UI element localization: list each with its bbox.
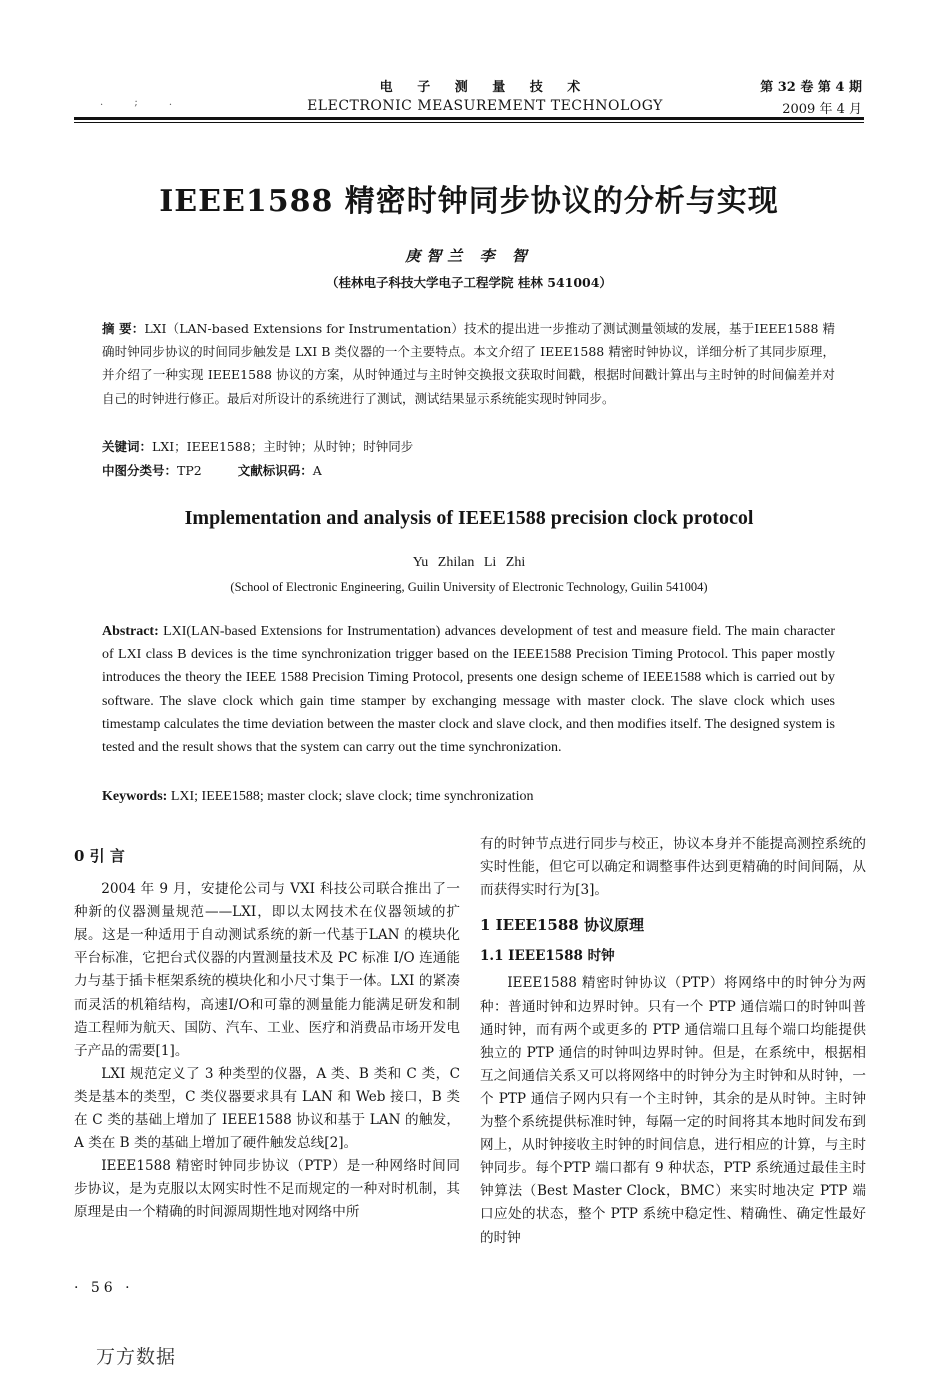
- authors-cn: 庚智兰 李 智: [405, 247, 533, 265]
- paragraph: LXI 规范定义了 3 种类型的仪器，A 类、B 类和 C 类，C 类是基本的类型，C 类仪器要求具有 LAN 和 Web 接口，B 类在 C 类的基础上增加了 IEEE1588 协议和基于 LAN 的触发，A 类在 B 类的基础上增加了硬件触发总线[2]。: [74, 1065, 460, 1152]
- subsection-heading-clock: 1.1 IEEE1588 时钟: [480, 948, 615, 965]
- header-rule-thin: [74, 122, 864, 123]
- classification-label: 中图分类号：: [102, 463, 178, 478]
- abstract-cn: [102, 317, 835, 410]
- abstract-en: [102, 620, 835, 759]
- affiliation-cn: （桂林电子科技大学电子工程学院 桂林 541004）: [326, 275, 612, 290]
- journal-date: 2009 年 4 月: [782, 102, 862, 117]
- doc-code-value: A: [312, 463, 322, 478]
- classification-value: TP2: [177, 463, 202, 478]
- paper-title-cn: IEEE1588 精密时钟同步协议的分析与实现: [159, 184, 779, 219]
- abstract-cn-label: 摘 要：: [102, 321, 145, 336]
- abstract-en-text: LXI(LAN-based Extensions for Instrumentation) advances development of test and measure field. The main character of LXI class B devices is the time synchronization trigger based on the IEEE1588 Precision Timing Protocol. This paper mostly introduces the theory the IEEE 1588 Precision Timing Protocol, presents one design scheme of IEEE1588 which is carried out by software. The slave clock which gain time stamper by exchanging message with master clock. The slave clock which uses timestamp calculates the time deviation between the master clock and slave clock, and then modifies itself. The designed system is tested and the result shows that the system can carry out the time synchronization.: [102, 624, 836, 756]
- page-number: · 56 ·: [74, 1280, 134, 1296]
- paragraph: IEEE1588 精密时钟协议（PTP）将网络中的时钟分为两种：普通时钟和边界时钟。只有一个 PTP 通信端口的时钟叫普通时钟，而有两个或更多的 PTP 通信端口且每个端口均能提供独立的 PTP 通信的时钟叫边界时钟。但是，在系统中，根据相互之间通信关系又可以将网络中的时钟分为主时钟和从时钟，一个 PTP 通信子网内只有一个主时钟，其余的是从时钟。主时钟为整个系统提供标准时钟，每隔一定的时间将其本地时间发布到网上，从时钟接收主时钟的时间信息，进行相应的计算，与主时钟同步。每个PTP 端口都有 9 种状态，PTP 系统通过最佳主时钟算法（Best Master Clock，BMC）来实时地决定 PTP 端口应处的状态，整个 PTP 系统中稳定性、精确性、确定性最好的时钟: [480, 975, 866, 1246]
- abstract-en-label: Abstract:: [102, 624, 159, 639]
- right-column: [480, 833, 866, 1250]
- journal-name-en: ELECTRONIC MEASUREMENT TECHNOLOGY: [307, 98, 663, 114]
- header-rule-thick: [74, 117, 864, 120]
- paragraph: 2004 年 9 月，安捷伦公司与 VXI 科技公司联合推出了一种新的仪器测量规范——LXI，即以太网技术在仪器领域的扩展。这是一种适用于自动测试系统的新一代基于LAN 的模块化平台标准，它把台式仪器的内置测量技术及 PC 标准 I/O 连通能力与基于插卡框架系统的模块化和小尺寸集于一体。LXI 的紧凑而灵活的机箱结构，高速I/O和可靠的测量能力能满足研发和制造工程师为航天、国防、汽车、工业、医疗和消费品市场开发电子产品的需要[1]。: [74, 881, 460, 1059]
- keywords-en: [102, 785, 835, 808]
- paper-title-en: Implementation and analysis of IEEE1588 precision clock protocol: [184, 507, 754, 529]
- keywords-en-label: Keywords:: [102, 789, 168, 804]
- header-margin-marks: . ; .: [100, 97, 187, 108]
- doc-code-label: 文献标识码：: [237, 463, 313, 478]
- left-column: [74, 845, 460, 1225]
- authors-en: Yu Zhilan Li Zhi: [412, 555, 526, 570]
- paragraph: 有的时钟节点进行同步与校正，协议本身并不能提高测控系统的实时性能，但它可以确定和调整事件达到更精确的时间间隔，从而获得实时行为[3]。: [480, 836, 866, 899]
- keywords-en-text: LXI; IEEE1588; master clock; slave clock; time synchronization: [170, 789, 534, 804]
- section-heading-principle: 1 IEEE1588 协议原理: [480, 916, 644, 935]
- journal-name-cn: 电 子 测 量 技 术: [379, 80, 591, 95]
- paragraph: IEEE1588 精密时钟同步协议（PTP）是一种网络时间同步协议，是为克服以太网实时性不足而规定的一种对时机制，其原理是由一个精确的时间源周期性地对网络中所: [74, 1158, 460, 1221]
- keywords-cn-text: LXI；IEEE1588；主时钟；从时钟；时钟同步: [152, 439, 414, 454]
- wanfang-watermark: 万方数据: [96, 1346, 177, 1368]
- keywords-cn: [102, 435, 835, 458]
- keywords-cn-label: 关键词：: [102, 439, 153, 454]
- journal-volume: 第 32 卷 第 4 期: [760, 80, 862, 95]
- section-heading-intro: 0 引 言: [74, 847, 125, 865]
- abstract-cn-text: LXI（LAN-based Extensions for Instrumentation）技术的提出进一步推动了测试测量领域的发展，基于IEEE1588 精确时钟同步协议的时间同步触发是 LXI B 类仪器的一个主要特点。本文介绍了 IEEE1588 精密时钟协议，详细分析了其同步原理，并介绍了一种实现 IEEE1588 协议的方案，从时钟通过与主时钟交换报文获取时间戳，根据时间戳计算出与主时钟的时间偏差并对自己的时钟进行修正。最后对所设计的系统进行了测试，测试结果显示系统能实现时钟同步。: [102, 321, 835, 406]
- affiliation-en: (School of Electronic Engineering, Guilin University of Electronic Technology, Guilin 541004): [230, 580, 708, 594]
- classification-line: [102, 459, 835, 482]
